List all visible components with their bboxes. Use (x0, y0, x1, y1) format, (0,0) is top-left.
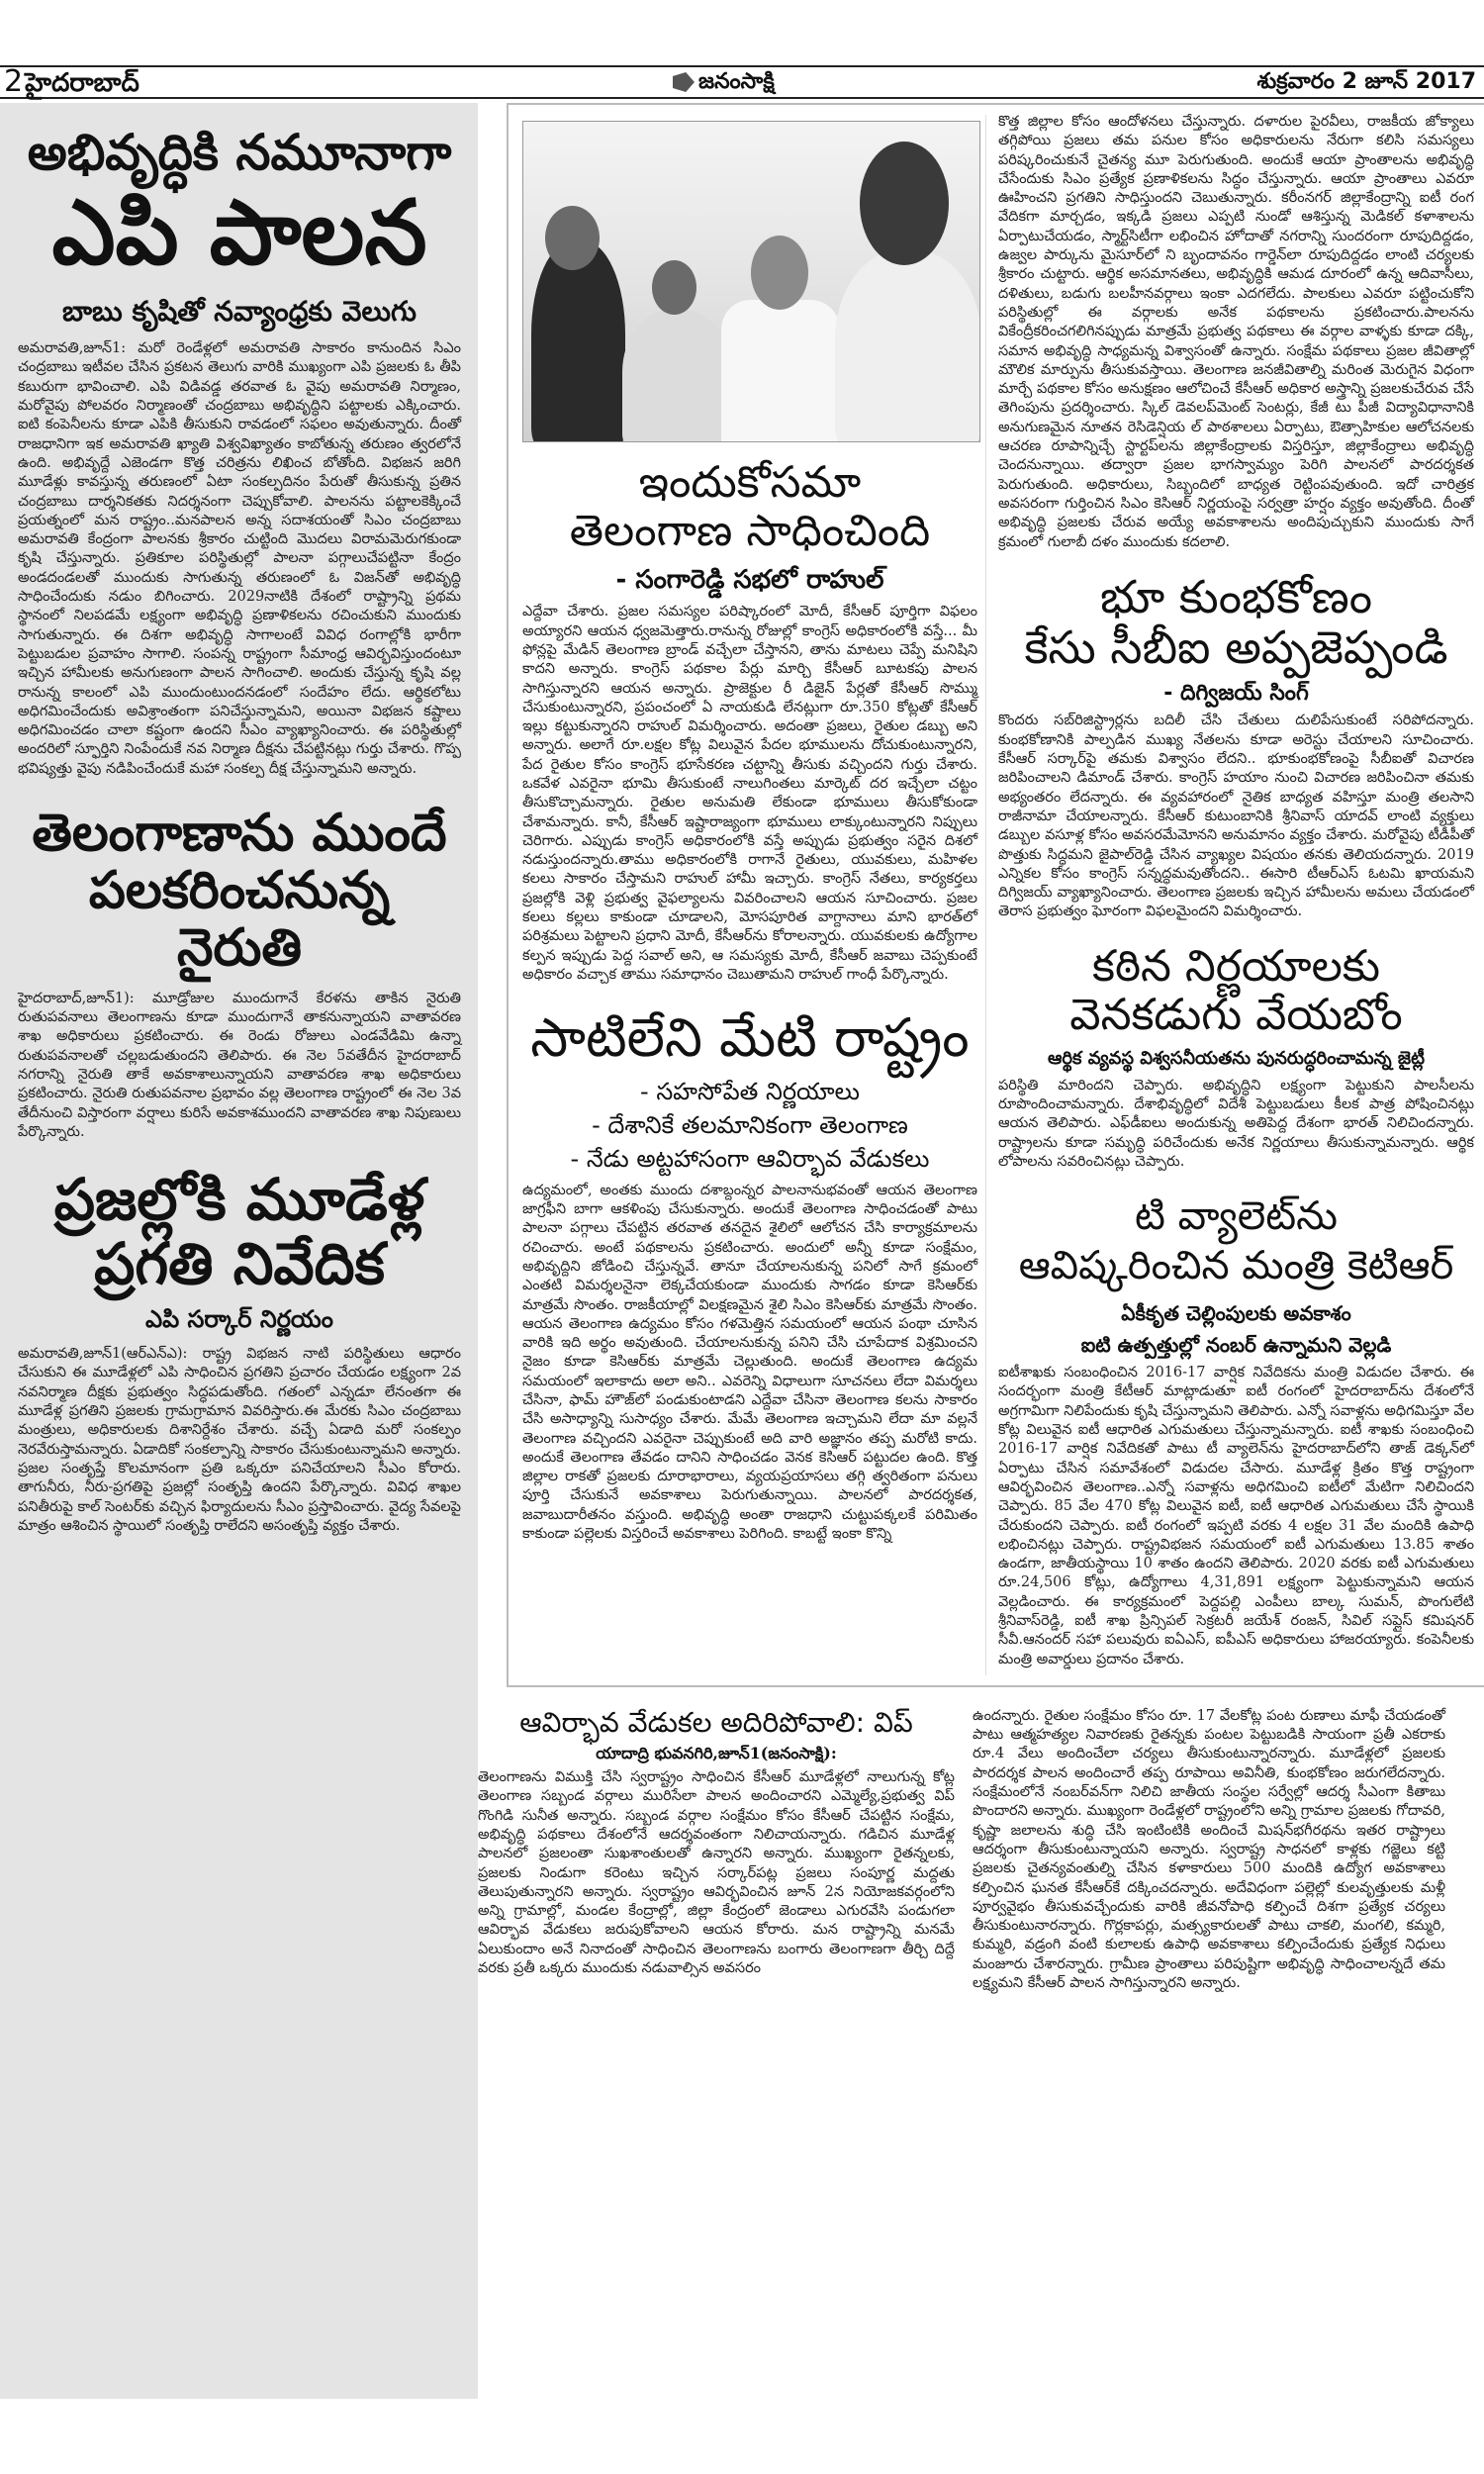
story9-subhead-2: ఐటి ఉత్పత్తుల్లో నంబర్‌ ఉన్నామని వెల్లడి (1080, 1333, 1392, 1358)
story3-headline: ప్రజల్లోకి మూడేళ్ల ప్రగతి నివేదిక (53, 1166, 425, 1298)
story9-headline-line2: ఆవిష్కరించిన మంత్రి కెటిఆర్‌ (1018, 1243, 1454, 1289)
person-right-head (860, 142, 949, 265)
right-column (986, 105, 1484, 1685)
story5-subhead-2: - దేశానికే తలమానికంగా తెలంగాణ (592, 1110, 908, 1139)
story9-headline (998, 1191, 1474, 1290)
person-right (835, 250, 980, 442)
left-column (0, 103, 478, 2399)
center-column (509, 105, 985, 1560)
story5-headline: సాటిలేని మేటి రాష్ట్రం (530, 1006, 970, 1070)
story4-headline (522, 458, 977, 556)
story1-headline-main: ఎపి పాలన (51, 181, 427, 285)
person-mid (622, 310, 731, 442)
story10-headline: ఆవిర్భావ వేడుకల అదిరిపోవాలి: విప్‌ (519, 1705, 913, 1739)
story7-headline-line1: భూ కుంభకోణం (1099, 569, 1373, 623)
story8-headline-line2: వెనకడుగు వేయబోం (1069, 989, 1403, 1040)
masthead (0, 65, 1484, 99)
feature-box (507, 103, 1484, 1687)
story10-body: తెలంగాణను విముక్తి చేసి స్వరాష్ట్రం సాధించిన కేసీఆర్‌ మూడేళ్లలో నాలుగున్న కోట్ల తెలంగాణ సబ్బండ వర్గాలు మురిసేలా పాలన అందించారని ఎమ్మెల్యే,ప్రభుత్వ విప్‌ గొంగిడి సునీత అన్నారు. సబ్బండ వర్గాల సంక్షేమం కోసం కేసీఆర్‌ చేపట్టిన సంక్షేమ, అభివృద్ధి పథకాలు దేశంలోనే ఆదర్శవంతంగా నిలిచాయన్నారు. గడిచిన మూడేళ్ల పాలనలో ప్రజలంతా సుఖశాంతులతో ఉన్నారని అన్నారు. ముఖ్యంగా రైతన్నలకు, ప్రజలకు నిండుగా కరెంటు ఇచ్చిన సర్కార్‌పట్ల ప్రజలు సంపూర్ణ మద్దతు తెలుపుతున్నారని అన్నారు. స్వరాష్ట్రం ఆవిర్భవించిన జూన్‌ 2న నియోజకవర్గంలోని అన్ని గ్రామాల్లో, మండల కేంద్రాల్లో, జిల్లా కేంద్రంలో జెండాలు ఎగురవేసి పండుగలా ఆవిర్భావ వేడుకలు జరుపుకోవాలని ఆయన కోరారు. మన రాష్ట్రాన్ని మనమే ఏలుకుందాం అనే నినాదంతో సాధించిన తెలంగాణను బంగారు తెలంగాణగా తీర్చి దిద్దే వరకు ప్రతీ ఒక్కరు ముందుకు నడువాల్సిన అవసరం (478, 1769, 955, 1976)
story10-body-continued: ఉందన్నారు. రైతుల సంక్షేమం కోసం రూ. 17 వేలకోట్ల పంట రుణాలు మాఫీ చేయడంతో పాటు ఆత్మహత్యల నివారణకు రైతన్నకు పంటల పెట్టుబడికి సాయంగా ప్రతీ ఎకరాకు రూ.4 వేలు అందించేలా చర్యలు తీసుకుంటున్నారన్నారు. మూడేళ్లలో ప్రజలకు పారదర్శక పాలన అందించారే తప్ప రూపాయి అవినీతి, కుంభకోణం జరుగలేదన్నారు. సంక్షేమంలోనే నంబర్‌వన్‌గా నిలిచి జాతీయ సంస్థల సర్వేల్లో ఆదర్శ సీఎంగా కితాబు పొందారని అన్నారు. ముఖ్యంగా రెండేళ్లలో రాష్ట్రంలోని అన్ని గ్రామాల ప్రజలకు గోదావరి, కృష్ణా జలాలను శుద్ధి చేసి ఇంటింటికి అందించే మిషన్‌భగీరథను ఇతర రాష్ట్రాలు ఆదర్శంగా తీసుకుంటున్నాయని అన్నారు. స్వరాష్ట్ర సాధనలో కాళ్లకు గజ్జెలు కట్టి ప్రజలకు చైతన్యవంతుల్ని చేసిన కళాకారులు 500 మందికి ఉద్యోగ అవకాశాలు కల్పించిన ఘనత కేసీఆర్‌కే దక్కించదన్నారు. అదేవిధంగా పల్లెల్లో కులవృత్తులకు మళ్లీ పూర్వవైభం తీసుకువచ్చేందుకు వారికి జీవనోపాధి కల్పించే దిశగా ప్రత్యేక చర్యలు తీసుకుంటునారన్నారు. గొర్లకాపర్లు, మత్స్యకారులతో పాటు చాకలి, మంగలి, కమ్మరి, కుమ్మరి, వడ్రంగి వంటి కులాలకు ఉపాధి అవకాశాలు కల్పించేందుకు ప్రత్యేక నిధులు మంజూరు చేశారన్నారు. గ్రామీణ ప్రాంతాలు పరిపుష్టిగా అభివృద్ధి సాధించాలన్నదే తమ లక్ష్యమని కేసీఆర్‌ పాలన సాగిస్తున్నారని అన్నారు. (973, 1707, 1445, 1992)
story2-headline: తెలంగాణాను ముందే పలకరించనున్న నైరుతి (32, 804, 447, 979)
story5-body: ఉద్యమంలో, అంతకు ముందు దశాబ్దంన్నర పాలనానుభవంతో ఆయన తెలంగాణ జాగ్రఫీని బాగా ఆకళింపు చేసుకున్నారు. అందుకే తెలంగాణ సాధించడంతో పాటు పాలనా పగ్గాలు చేపట్టిన తరవాత తనదైన శైలిలో ఆలోచన చేసి కార్యాక్రమాలను రచించారు. అంటే పథకాలను ప్రకటించారు. అందులో అన్నీ కూడా సంక్షేమం, అభివృద్దిని జోడించి చేస్తున్నవే. తానూ చేయాలనుకున్న పనిలో సాగే క్రమంలో ఎంతటి విమర్శలనైనా లెక్కచేయకుండా ముందుకు సాగడం కూడా కెసిఆర్‌కు మాత్రమే సొంతం. రాజకీయాల్లో విలక్షణమైన శైలి సిఎం కెసిఆర్‌కు మాత్రమే సొంతం. ఆయన తెలంగాణ ఉద్యమం కోసం గళమెత్తిన సమయంలో ఆయన పంథా చూసిన వారికి ఇది అర్థం అవుతుంది. చేయాలనుకున్న పనిని చేసి చూపేదాక విశ్రమించని నైజం కూడా కెసిఆర్‌కు మాత్రమే చెల్లుతుంది. అందుకే తెలంగాణ ఉద్యమ సమయంలో ఇలాకాదు అలా అని.. ఎవరెన్ని విధాలుగా సూచనలు లేదా విమర్శలు చేసినా, ఫామ్‌ హౌజ్‌లో పండుకుంటాడని ఎద్దేవా చేసినా తెలంగాణ కలను సాకారం చేసి అసాధ్యాన్ని సుసాధ్యం చేశారు. మేమే తెలంగాణ ఇచ్చామని లేదా మా వల్లనే తెలంగాణ వచ్చిందని ఎవరైనా చెప్పుకుంటే అది వారి అజ్ఞానం తప్ప మరోటి కాదు. అందుకే తెలంగాణ తేవడం దానిని సాధించడం వెనక కెసిఆర్‌ పట్టుదల ఉంది. కొత్త జిల్లాల రాకతో ప్రజలకు దూరాభారాలు, వ్యయప్రయాసలు తగ్గి త్వరితంగా పనులు పూర్తి చేసుకునే అవకాశాలు పెరుగుతున్నాయి. పాలనలో పారదర్శకత, జవాబుదారీతనం వస్తుంది. అభివృద్ధి అంతా రాజధాని చుట్టుపక్కలకే పరిమితం కాకుండా పల్లెలకు విస్తరించే అవకాశాలు పెరిగింది. కాబట్టే ఇంకా కొన్ని (522, 1182, 977, 1543)
story10-dateline: యాదాద్రి భువనగిరి,జూన్‌1(జనంసాక్షి): (596, 1744, 837, 1763)
person-mid-head (652, 260, 696, 315)
section-name: హైదరాబాద్ (25, 68, 139, 98)
bottom-story (478, 1687, 1484, 1993)
story8-body: పరిస్థితి మారిందని చెప్పారు. అభివృద్ధిని లక్ష్యంగా పెట్టుకుని పాలసీలను రూపొందించామన్నారు. దేశాభివృద్ధిలో విదేశీ పెట్టుబడులు కీలక పాత్ర పోషించినట్లు ఆయన తెలిపారు. ఎఫ్‌డీఐలు అందుకున్న అతిపెద్ద దేశంగా భారత్‌ నిలిచిందన్నారు. రాష్ట్రాలను కూడా సమృద్ధి పరిచేందుకు అనేక నిర్ణయాలు తీసుకున్నామన్నారు. ఆర్థిక లోపాలను సవరించినట్లు చెప్పారు. (998, 1077, 1474, 1170)
story7-headline-line2: కేసు సీబీఐ అప్పజెప్పండి (1024, 620, 1448, 675)
logo-icon (673, 72, 695, 92)
feature-columns (509, 105, 1484, 1685)
story8-headline (998, 942, 1474, 1040)
story4-headline-line1: ఇందుకోసమా (638, 457, 862, 508)
story1-subhead: బాబు కృషితో నవ్యాంధ్రకు వెలుగు (62, 294, 417, 328)
story9-subhead-1: ఏకీకృత చెల్లింపులకు అవకాశం (1121, 1301, 1351, 1326)
story7-headline (998, 569, 1474, 675)
bottom-left (478, 1687, 961, 1978)
page-body (0, 103, 1484, 2399)
person-left (531, 240, 625, 442)
bottom-right (961, 1687, 1455, 1993)
story7-body: కొందరు సబ్‌రిజిస్ట్రార్లను బదిలీ చేసి చేతులు దులిపేసుకుంటే సరిపోదన్నారు. కుంభకోణానికి పాల్పడిన ముఖ్య నేతలను కూడా అరెస్టు చేయాలని సూచించారు. కేసీఆర్‌ సర్కార్‌పై తమకు విశ్వాసం లేదని.. భూకుంభకోణంపై సీబీఐతో విచారణ జరిపించాలని డిమాండ్‌ చేశారు. కాంగ్రెస్‌ హయాం నుంచి విచారణ జరిపించినా తమకు అభ్యంతరం లేదన్నారు. ఈ వ్యవహారంలో నైతిక బాధ్యత వహిస్తూ మంత్రి తలసాని రాజీనామా చేయాలన్నారు. కేసీఆర్‌ కుటుంబానికి శ్రీనివాస్‌ యాదవ్‌ లాంటి వ్యక్తులు డబ్బుల వసూళ్ల కోసం అవసరమేమోనని అనుమానం వ్యక్తం చేశారు. మరోవైపు టీడీపీతో పొత్తుకు సిద్ధమని జైపాల్‌రెడ్డి చేసిన వ్యాఖ్యల విషయం తనకు తెలియదన్నారు. 2019 ఎన్నికల కోసం కాంగ్రెస్‌ సన్నద్ధమవుతోందని.. ఈసారి టీఆర్‌ఎస్‌ ఓటమి ఖాయమని దిగ్విజయ్‌ వ్యాఖ్యానించారు. తెలంగాణ ప్రజలకు ఇచ్చిన హామీలను అమలు చేయడంలో తెరాస ప్రభుత్వం ఘోరంగా విఫలమైందని విమర్శించారు. (998, 713, 1474, 920)
paper-name: జనంసాక్షి (698, 69, 775, 94)
person-center-body (721, 300, 840, 442)
story1-body: అమరావతి,జూన్‌1: మరో రెండేళ్లలో అమరావతి సాకారం కానుందిన సిఎం చంద్రబాబు ఇటీవల చేసిన ప్రకటన తెలుగు వారికి ముఖ్యంగా ఎపి ప్రజలకు ఓ తీపి కబురుగా భావించాలి. ఎపి విడివడ్డ తరవాత ఓ వైపు అమరావతి నిర్మాణం, మరోవైపు పోలవరం నిర్మాణంతో చంద్రబాబు అభివృద్ధిని పట్టాలకు ఎక్కించారు. ఐటి కంపెనీలను కూడా ఎపికి తీసుకుని రావడంలో సఫలం అవుతున్నారు. దీంతో రాజధానిగా ఇక అమరావతి ఖ్యాతి విశ్వవిఖ్యాతం కాబోతున్న తరుణం త్వరలోనే ఉంది. అభివృద్దే ఎజెండగా కొత్త చరిత్రను లిఖించ బోతోంది. విభజన జరిగి మూడేళ్లు కావస్తున్న తరుణంలో ఏటా సంకల్పదినం పేరుతో తీసుకున్న ప్రతిన చంద్రబాబు దార్శనికతకు నిదర్శనంగా చెప్పుకోవాలి. పాలనను పట్టాలకెక్కించే ప్రయత్నంలో మన రాష్ట్రం..మనపాలన అన్న సదాశయంతో సిఎం చంద్రబాబు అమరావతి కేంద్రంగా పాలనకు శ్రీకారం చుట్టింది మొదలు విరామమెరుగకుండా కృషి చేస్తున్నారు. ప్రతికూల పరిస్థితుల్లో పాలనా పగ్గాలుచేపట్టినా కేంద్రం అండదండలతో ముందుకు సాగుతున్న తరుణంలో ఓ విజన్‌తో అభివృద్ధి సాధించేందుకు నడుం బిగించారు. 2029నాటికి దేశంలో రాష్ట్రాన్ని ప్రథమ స్థానంలో నిలపడమే లక్ష్యంగా అభివృద్ధి ప్రణాళికలను రచించుకుని ముందుకు సాగుతున్నారు. ఈ దిశగా అభివృద్ధి సాగాలంటే వివిధ రంగాల్లోకి భారీగా పెట్టుబడుల ప్రవాహం సాగాలి. సంపన్న రాష్ట్రంగా సీమాంధ్ర ఆవిర్భవిస్తుందంటూ ఇచ్చిన హామీలకు అనుగుణంగా పాలన సాగించాలి. అందుకు చేస్తున్న కృషి వల్ల రానున్న కాలంలో ఎపి ముందుంటుందనడంలో సందేహం లేదు. ఆర్థికలోటు అధిగమించేందుకు అవిశ్రాంతంగా పనిచేస్తున్నామని, అయినా విభజన కష్టాలు అధిగమించడం చాలా కష్టంగా ఉందని సీఎం వ్యాఖ్యానించారు. ఈ పరిస్థితుల్లో అందరిలో స్ఫూర్తిని నింపేందుకే నవ నిర్మాణ దీక్షను చేపట్టినట్లు గుర్తు చేశారు. గొప్ప భవిష్యత్తు వైపు నడిపించేందుకే మహా సంకల్ప దీక్ష చేస్తున్నామని అన్నారు. (18, 340, 461, 777)
story9-headline-line1: టి వ్యాలెట్‌ను (1135, 1193, 1338, 1240)
paper-logo (673, 69, 775, 95)
story5-subhead-3: - నేడు అట్టహాసంగా ఆవిర్భావ వేడుకలు (570, 1144, 930, 1173)
bottom-columns (478, 1687, 1455, 1993)
story3-subhead: ఎపి సర్కార్‌ నిర్ణయం (145, 1305, 333, 1333)
story4-subhead: - సంగారెడ్డి సభలో రాహుల్‌ (615, 564, 884, 595)
story6-body: కొత్త జిల్లాల కోసం ఆందోళనలు చేస్తున్నారు. దళారుల పైరవీలు, రాజకీయ జోక్యాలు తగ్గిపోయి ప్రజలు తమ పనుల కోసం అధికారులను నేరుగా కలిసి సమస్యలు పరిష్కరించుకునే చైతన్య మూ పెరుగుతుంది. అందుకే ఆయా ప్రాంతాలను అభివృద్ధి చేసేందుకు సిఎం ప్రత్యేక ప్రణాళికలను సిద్ధం చేస్తున్నారు. ఆయా ప్రాంతాలు ఎవరూ ఊహించని ప్రగతిని సాధిస్తుందని చెబుతున్నారు. కరీంనగర్‌ జిల్లాకేంద్రాన్ని ఐటీ రంగ వేదికగా మార్చడం, ఇక్కడి ప్రజలు ఎప్పటి నుండో ఆశిస్తున్న మెడికల్‌ కళాశాలను ఏర్పాటుచేయడం, స్మార్ట్‌సిటీగా లభించిన హోదాతో నగరాన్ని సుందరంగా రూపుదిద్దడం, ఉజ్వల పార్కును మైసూర్‌లో ని బృందావనం గార్డెన్‌లా రూపుదిద్దడం లాంటి చర్యలకు శ్రీకారం చుట్టారు. ఆర్థిక అసమానతలు, అభివృద్ధికి ఆమడ దూరంలో ఉన్న ఆదివాసీలు, దళితులు, బడుగు బలహీనవర్గాలు ఇంకా ఎదగలేదు. పాలకులు ఎవరూ పట్టించుకోని పరిస్థితుల్లో ఈ వర్గాలకు అనేక పథకాలను ప్రకటించారు.పాలనను వికేంద్రీకరించగలిగినప్పుడు మాత్రమే ప్రభుత్వ పథకాలు ఈ వర్గాల వాళ్ళకు కూడా దక్కి, సమాన అభివృద్ధి సాధ్యమన్న విశ్వాసంతో ఉన్నారు. సంక్షేమ పథకాలు ప్రజల జీవితాల్లో మౌలిక మార్పును తీసుకువస్తాయి. తెలంగాణ జనజీవితాల్ని మరింత మెరుగైన విధంగా మార్చే పథకాల కోసం అనుక్షణం ఆలోచించే కేసీఆర్‌ అధికార అస్త్రాన్ని ప్రజలకుచేరువ చేసే తెగింపును ప్రదర్శించారు. స్కిల్‌ డెవలప్‌మెంట్‌ సెంటర్లు, కేజీ టు పీజీ విద్యావిధానానికి అనుగుణమైన నూతన రెసిడెన్షియ ల్‌ పాఠశాలలు ఏర్పాటు, ఔత్సాహికుల ఆలోచనలకు ఆచరణ రూపాన్నిచ్చే స్టార్టప్‌లను జిల్లాకేంద్రాలకు విస్తరిస్తూ, జిల్లాకేంద్రాలు అభివృద్ధి చెందనున్నాయి. తద్వారా ప్రజల భాగస్వామ్యం పెరిగి పాలనలో పారదర్శకత పెరుగుతుంది. అధికారులు, సిబ్బందిలో బాధ్యత రెట్టింపవుతుంది. ఇదో చారిత్రక అవసరంగా గుర్తించిన సిఎం కెసిఆర్‌ నిర్ణయంపై సర్వత్రా హర్షం వ్యక్తం అవుతోంది. దీంతో అభివృద్ధి ప్రజలకు చేరువ అయ్యే అవకాశాలను అందిపుచ్చుకుని ముందుకు సాగే క్రమంలో గులాబీ దళం ముందుకు కదలాలి. (998, 114, 1474, 550)
page-number: 2 (4, 64, 24, 99)
issue-date: శుక్రవారం 2 జూన్ 2017 (1256, 69, 1476, 94)
story4-headline-line2: తెలంగాణ సాధించింది (569, 506, 931, 557)
page-section (4, 64, 139, 99)
story7-subhead: - దిగ్విజయ్‌ సింగ్‌ (1163, 680, 1309, 706)
story4-body: ఎద్దేవా చేశారు. ప్రజల సమస్యల పరిష్కారంలో మోదీ, కేసీఆర్‌ పూర్తిగా విఫలం అయ్యారని ఆయన ధ్వజమెత్తారు.రానున్న రోజుల్లో కాంగ్రెస్‌ అధికారంలోకి వస్తే... మీ ఫోన్లపై మేడిన్‌ తెలంగాణ బ్రాండ్‌ వచ్చేలా చేస్తానని, తాను మాటలు చెప్పే మనిషిని కాదని అన్నారు. కాంగ్రెస్‌ పథకాల పేర్లు మార్చి కేసీఆర్‌ బూటకపు పాలన సాగిస్తున్నారని ఆయన అన్నారు. ప్రాజెక్టుల రీ డిజైన్‌ పేర్లతో కేసీఆర్‌ సొమ్ము చేసుకుంటున్నారని, ప్రపంచంలో ఏ నాయకుడి లేనట్లుగా రూ.350 కోట్లతో కేసీఆర్‌ ఇల్లు కట్టుకున్నారని రాహుల్‌ విమర్శించారు. అదంతా ప్రజలు, రైతుల డబ్బు అని అన్నారు. అలాగే రూ.లక్షల కోట్ల విలువైన పేదల భూములను దోచుకుంటున్నారని, పేద రైతుల కోసం కాంగ్రెస్‌ భూసేకరణ చట్టాన్ని తీసుకు వచ్చిందని గుర్తు చేశారు. ఒకవేళ ఎవరైనా భూమి తీసుకుంటే నాలుగింతలు మార్కెట్‌ దర ఇచ్చేలా చట్టం తీసుకొచ్చామన్నారు. రైతుల అనుమతి లేకుండా భూములు తీసుకోకుండా చేశామన్నారు. కానీ, కేసీఆర్‌ ఇష్టారాజ్యంగా భూములు లాక్కుంటున్నారని నిప్పులు చెరిగారు. ఎప్పుడు కాంగ్రెస్‌ అధికారంలోకి వస్తే అప్పుడు ప్రభుత్వం సరైన దిశలో నడుస్తుందన్నారు.తాము అధికారంలోకి రాగానే రైతులు, యువకులు, మహిళల కలలు సాకారం చేస్తామని రాహుల్‌ హామీ ఇచ్చారు. కాంగ్రెస్‌ నేతలు, కార్యకర్తలు ప్రజల్లోకి వెళ్లి ప్రభుత్వ వైఫల్యాలను వివరించాలని ఆయన సూచించారు. ప్రజల కలలు కల్లలు కాకుండా చూడాలని, మోసపూరిత వాగ్దానాలు మాని భారత్‌లో పరిశ్రమలు పెట్టాలని ప్రధాని మోదీ, కేసీఆర్‌ను కోరాలన్నారు. యువకులకు ఉద్యోగాల కల్పన ఇప్పుడు పెద్ద సవాల్‌ అని, ఆ సమస్యకు మోదీ, కేసీఆర్‌ జవాబు చెప్పకుంటే అధికారం వచ్చాక తాము సమాధానం చెబుతామని రాహుల్‌ గాంధీ పేర్కొన్నారు. (522, 604, 977, 983)
story8-headline-line1: కఠిన నిర్ణయాలకు (1091, 940, 1380, 992)
main-area (478, 103, 1484, 1993)
story8-subhead: ఆర్థిక వ్యవస్థ విశ్వసనీయతను పునరుద్ధరించామన్న జైట్లీ (1048, 1048, 1425, 1070)
news-photo (522, 121, 980, 442)
story5-subheads (522, 1075, 977, 1176)
story5-subhead-1: - సహసోపేత నిర్ణయాలు (640, 1077, 860, 1105)
story9-body: ఐటీశాఖకు సంబంధించిన 2016-17 వార్షిక నివేదికను మంత్రి విడుదల చేశారు. ఈ సందర్భంగా మంత్రి కేటీఆర్‌ మాట్లాడుతూ ఐటీ రంగంలో హైదరాబాద్‌ను దేశంలోనే అగ్రగామిగా నిలిపేందుకు కృషి చేస్తున్నామని తెలిపారు. ఎన్నో సవాళ్లను అధిగమిస్తూ వేల కోట్ల విలువైన ఐటీ ఆధారిత ఎగుమతులు చేస్తున్నామన్నారు. ఐటీ శాఖకు సంబంధించి 2016-17 వార్షిక నివేదికతో పాటు టీ వ్యాలెన్‌ను హైదరాబాద్‌లోని తాజ్‌ డెక్కన్‌లో ఏర్పాటు చేసిన సమావేశంలో విడుదల చేసారు. మూడేళ్ల క్రితం కొత్త రాష్ట్రంగా ఆవిర్భవించిన తెలంగాణ..ఎన్నో సవాళ్లను అధిగమించి ఐటీలో మేటిగా నిలిచిందని చెప్పారు. 85 వేల 470 కోట్ల విలువైన ఐటీ, ఐటీ ఆధారిత ఎగుమతులు చేసే స్థాయికి చేరుకుందని చెప్పారు. ఐటీ రంగంలో ఇప్పటి వరకు 4 లక్షల 31 వేల మందికి ఉపాధి లభించినట్లు చెప్పారు. రాష్ట్రవిభజన సమయంలో ఐటీ ఎగుమతులు 13.85 శాతం ఉండగా, జాతీయస్థాయి 10 శాతం ఉందని తెలిపారు. 2020 వరకు ఐటీ ఎగుమతులు రూ.24,506 కోట్లు, ఉద్యోగాలు 4,31,891 లక్ష్యంగా పెట్టుకున్నామని ఆయన వెల్లడించారు. ఈ కార్యక్రమంలో పెద్దపల్లి ఎంపీలు బాల్క సుమన్‌, పొంగులేటి శ్రీనివాస్‌రెడ్డి, ఐటీ శాఖ ప్రిన్సిపల్‌ సెక్రటరీ జయేశ్‌ రంజన్‌, సివిల్‌ సప్లైస్‌ కమిషనర్‌ సీవీ.ఆనందర్‌ సహా పలువురు ఐఏఎస్‌, ఐపీఎస్‌ అధికారులు హాజరయ్యారు. కంపెనీలకు మంత్రి అవార్డులు ప్రదానం చేశారు. (998, 1365, 1474, 1667)
story3-body: అమరావతి,జూన్‌1(ఆర్‌ఎన్‌ఎ): రాష్ట్ర విభజన నాటి పరిస్థితులు ఆధారం చేసుకుని ఈ మూడేళ్లలో ఎపి సాధించిన ప్రగతిని ప్రచారం చేయడం లక్ష్యంగా 2వ నవనిర్మాణ దీక్షకు ప్రభుత్వం సిద్ధపడుతోంది. గతంలో ఎన్నడూ లేనంతగా ఈ మూడేళ్ల ప్రగతిని ప్రజలకు గ్రామగ్రామాన వివరిస్తారు.ఈ మేరకు సిఎం చంద్రబాబు మంత్రులు, అధికారులకు దిశానిర్దేశం చేశారు. వచ్చే ఏడాది మరో సంకల్పం నెరవేరుస్తామన్నారు. ఏడాదికో సంకల్పాన్ని సాకారం చేసుకుంటున్నామని అన్నారు. ప్రజల సంతృప్తే కొలమానంగా ప్రతి ఒక్కరూ పనిచేయాలని సీఎం కోరారు. తాగునీరు, నీరు-ప్రగతిపై ప్రజల్లో సంతృప్తి ఉందని పేర్కొన్నారు. వివిధ శాఖల పనితీరుపై కాల్‌ సెంటర్‌కు వచ్చిన ఫిర్యాదులను సీఎం ప్రస్తావించారు. వైద్య సేవలపై మాత్రం ఆశించిన స్థాయిలో సంతృప్తి రాలేదని అసంతృప్తి వ్యక్తం చేశారు. (18, 1346, 461, 1534)
story2-body: హైదరాబాద్‌,జూన్‌1): మూడ్రోజుల ముందుగానే కేరళను తాకిన నైరుతి రుతుపవనాలు తెలంగాణను కూడా ముందుగానే తాకనున్నాయని వాతావరణ శాఖ అధికారులు ప్రకటించారు. ఈ రెండు రోజులు ఎండవేడిమి ఉన్నా రుతుపవనాలతో చల్లబడుతుందని తెలిపారు. ఈ నెల 5వతేదీన హైదరాబాద్‌ నగరాన్ని నైరుతి తాకే అవకాశాలున్నాయని వాతావరణ శాఖ అధికారులు ప్రకటించారు. నైరుతి రుతుపవనాల ప్రభావం వల్ల తెలంగాణ రాష్ట్రంలో ఈ నెల 3వ తేదీనుంచి విస్తారంగా వర్షాలు కురిసే అవకాశముందని వాతావరణ శాఖ నిపుణులు పేర్కొన్నారు. (18, 990, 461, 1140)
story1-headline-top: అభివృద్ధికి నమూనాగా (27, 124, 452, 181)
person-center-head (751, 236, 808, 310)
person-left-head (545, 206, 600, 270)
